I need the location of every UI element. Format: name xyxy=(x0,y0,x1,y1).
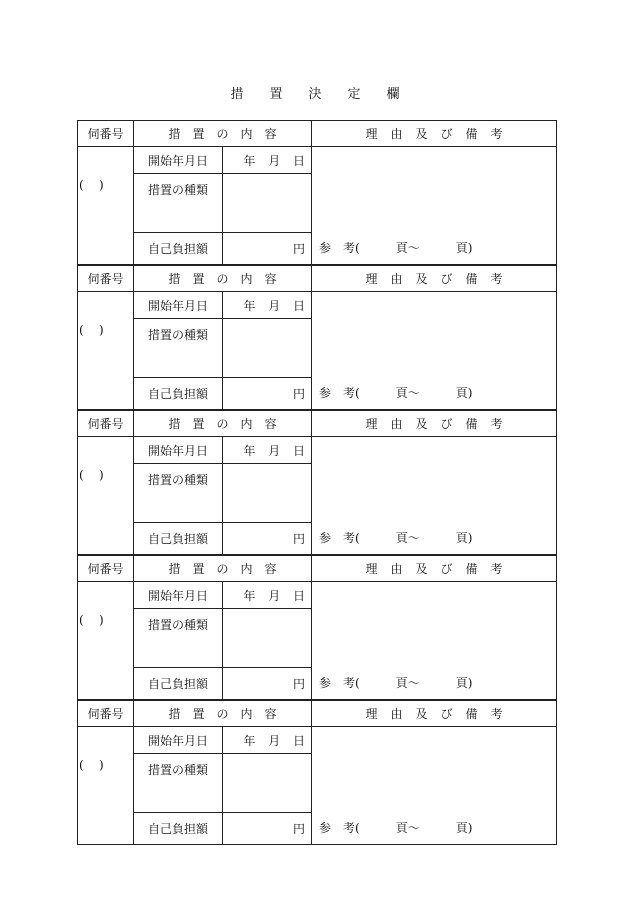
start-date-label: 開始年月日 xyxy=(134,727,223,754)
measure-type-label: 措置の種類 xyxy=(134,319,223,378)
content-header: 措置の内容 xyxy=(134,555,312,582)
start-date-field[interactable]: 年 月 日 xyxy=(223,727,312,754)
start-date-field[interactable]: 年 月 日 xyxy=(223,147,312,174)
start-date-label: 開始年月日 xyxy=(134,147,223,174)
number-cell[interactable] xyxy=(78,727,134,845)
self-burden-label: 自己負担額 xyxy=(134,668,223,701)
start-date-row xyxy=(78,727,557,754)
reason-cell[interactable] xyxy=(312,292,557,411)
reason-header: 理由及び備考 xyxy=(312,555,557,582)
reference-text: 参 考( 頁〜 頁) xyxy=(319,241,473,255)
measure-type-field[interactable] xyxy=(223,609,312,668)
header-row xyxy=(78,265,557,292)
number-cell[interactable] xyxy=(78,292,134,411)
number-parens: ( ) xyxy=(79,758,104,772)
number-cell[interactable] xyxy=(78,582,134,701)
reason-header: 理由及び備考 xyxy=(312,700,557,727)
reason-header: 理由及び備考 xyxy=(312,410,557,437)
self-burden-label: 自己負担額 xyxy=(134,813,223,845)
content-header: 措置の内容 xyxy=(134,121,312,147)
reason-cell[interactable] xyxy=(312,437,557,556)
content-header: 措置の内容 xyxy=(134,265,312,292)
number-parens: ( ) xyxy=(79,613,104,627)
decision-block xyxy=(78,555,557,700)
measure-type-label: 措置の種類 xyxy=(134,754,223,813)
number-header: 伺番号 xyxy=(78,121,134,147)
measure-type-label: 措置の種類 xyxy=(134,174,223,233)
self-burden-field[interactable]: 円 xyxy=(223,378,312,411)
header-row xyxy=(78,121,557,147)
start-date-field[interactable]: 年 月 日 xyxy=(223,292,312,319)
header-row xyxy=(78,410,557,437)
start-date-field[interactable]: 年 月 日 xyxy=(223,582,312,609)
self-burden-field[interactable]: 円 xyxy=(223,523,312,556)
self-burden-field[interactable]: 円 xyxy=(223,233,312,266)
reason-cell[interactable] xyxy=(312,582,557,701)
decision-form-table xyxy=(77,120,557,845)
reason-cell[interactable] xyxy=(312,727,557,845)
reason-header: 理由及び備考 xyxy=(312,121,557,147)
start-date-label: 開始年月日 xyxy=(134,292,223,319)
decision-block xyxy=(78,700,557,845)
reference-text: 参 考( 頁〜 頁) xyxy=(319,386,473,400)
content-header: 措置の内容 xyxy=(134,410,312,437)
start-date-row xyxy=(78,437,557,464)
decision-block xyxy=(78,265,557,410)
self-burden-field[interactable]: 円 xyxy=(223,668,312,701)
number-header: 伺番号 xyxy=(78,555,134,582)
measure-type-label: 措置の種類 xyxy=(134,609,223,668)
decision-block xyxy=(78,121,557,266)
number-parens: ( ) xyxy=(79,178,104,192)
start-date-row xyxy=(78,147,557,174)
reference-text: 参 考( 頁〜 頁) xyxy=(319,676,473,690)
self-burden-label: 自己負担額 xyxy=(134,523,223,556)
decision-block xyxy=(78,410,557,555)
reason-cell[interactable] xyxy=(312,147,557,266)
start-date-row xyxy=(78,582,557,609)
start-date-label: 開始年月日 xyxy=(134,437,223,464)
measure-type-field[interactable] xyxy=(223,174,312,233)
header-row xyxy=(78,555,557,582)
page-title: 措置決定欄 xyxy=(230,87,426,102)
number-header: 伺番号 xyxy=(78,265,134,292)
start-date-row xyxy=(78,292,557,319)
number-cell[interactable] xyxy=(78,147,134,266)
number-cell[interactable] xyxy=(78,437,134,556)
measure-type-field[interactable] xyxy=(223,319,312,378)
start-date-field[interactable]: 年 月 日 xyxy=(223,437,312,464)
number-header: 伺番号 xyxy=(78,700,134,727)
number-header: 伺番号 xyxy=(78,410,134,437)
self-burden-label: 自己負担額 xyxy=(134,233,223,266)
self-burden-field[interactable]: 円 xyxy=(223,813,312,845)
self-burden-label: 自己負担額 xyxy=(134,378,223,411)
content-header: 措置の内容 xyxy=(134,700,312,727)
start-date-label: 開始年月日 xyxy=(134,582,223,609)
number-parens: ( ) xyxy=(79,468,104,482)
measure-type-label: 措置の種類 xyxy=(134,464,223,523)
measure-type-field[interactable] xyxy=(223,464,312,523)
measure-type-field[interactable] xyxy=(223,754,312,813)
reason-header: 理由及び備考 xyxy=(312,265,557,292)
reference-text: 参 考( 頁〜 頁) xyxy=(319,821,473,835)
header-row xyxy=(78,700,557,727)
reference-text: 参 考( 頁〜 頁) xyxy=(319,531,473,545)
number-parens: ( ) xyxy=(79,323,104,337)
